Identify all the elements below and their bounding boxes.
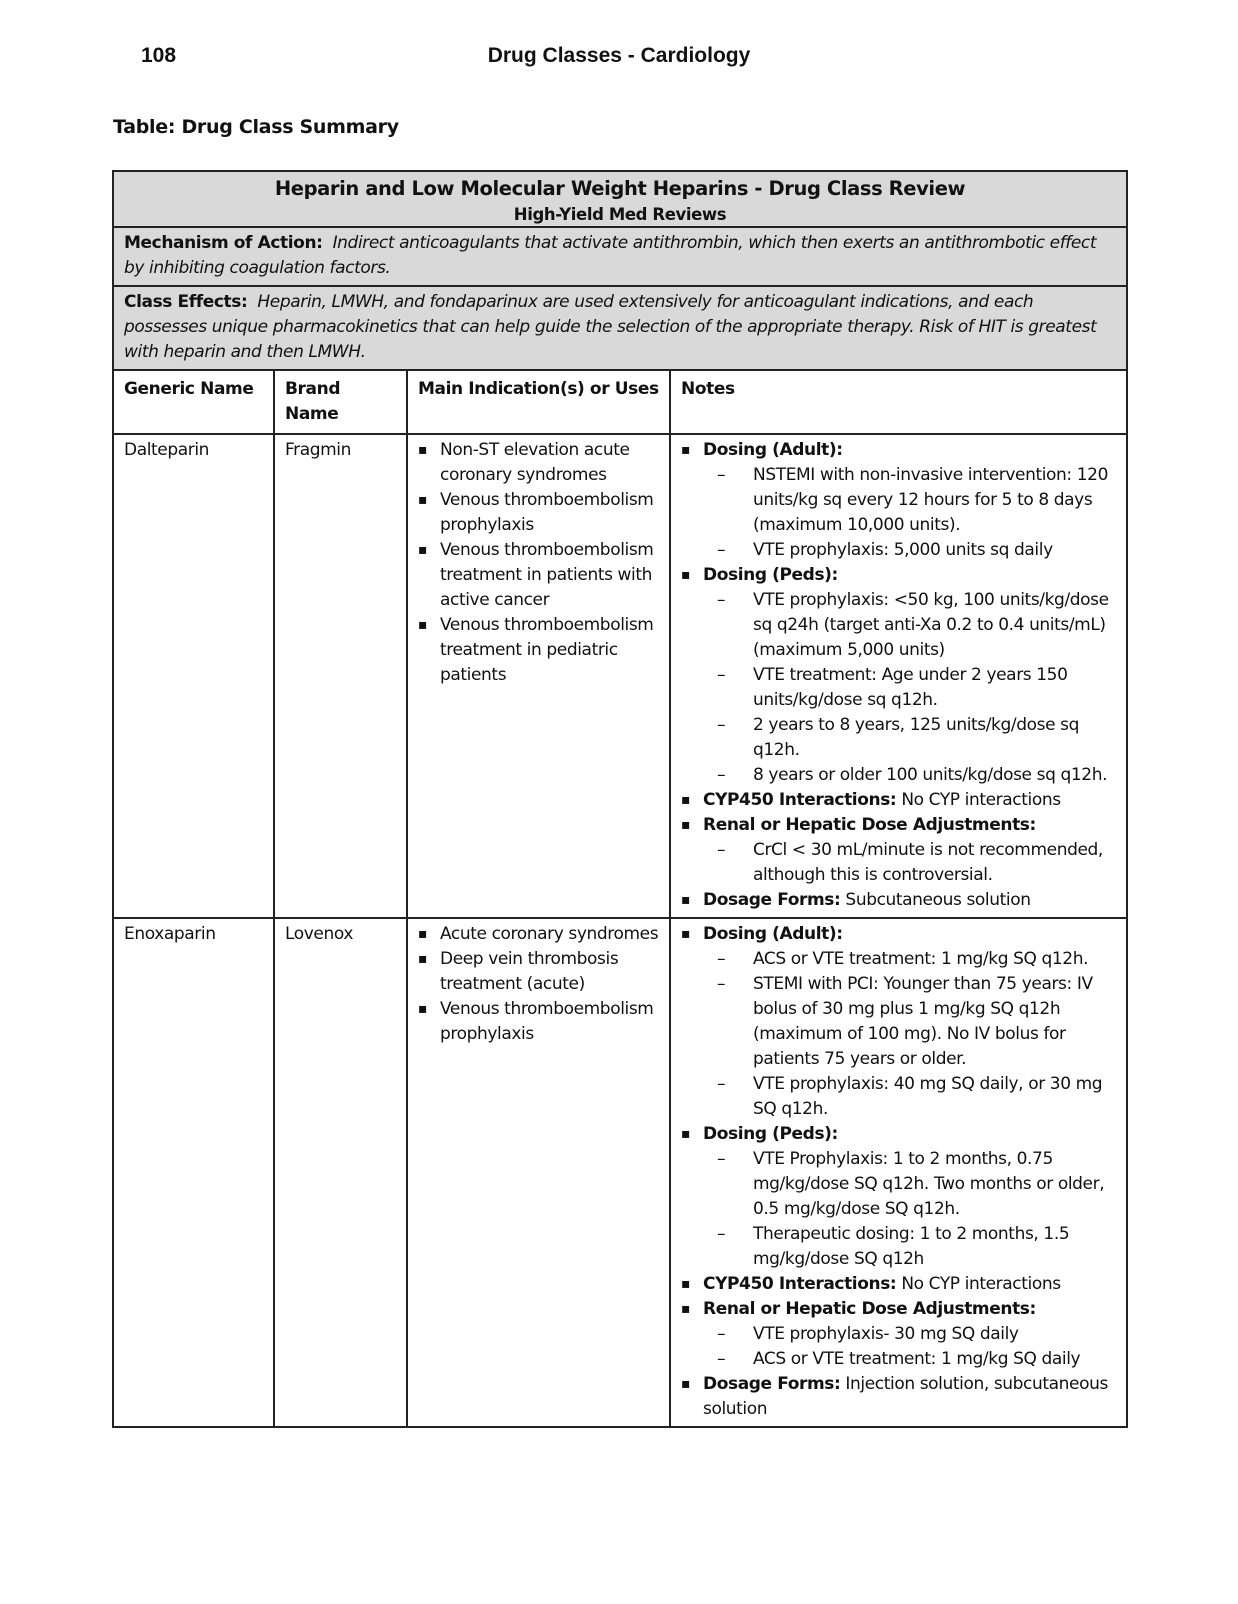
note-subitem: – 8 years or older 100 units/kg/dose sq q12h. <box>753 763 1116 788</box>
generic-name-cell: Enoxaparin <box>113 918 274 1427</box>
col-header-generic: Generic Name <box>113 370 274 434</box>
note-subitem: – VTE treatment: Age under 2 years 150 units/kg/dose sq q12h. <box>753 663 1116 713</box>
indications-cell <box>407 434 670 918</box>
indications-list <box>418 922 659 1047</box>
note-sublist <box>703 1147 1116 1272</box>
column-header-row <box>113 370 1127 434</box>
note-item <box>681 813 1116 888</box>
indications-list <box>418 438 659 688</box>
moa-label: Mechanism of Action: <box>124 233 323 253</box>
note-item <box>681 1372 1116 1422</box>
note-sublist <box>703 947 1116 1122</box>
note-text: No CYP interactions <box>896 1274 1061 1294</box>
notes-cell <box>670 918 1127 1427</box>
indication-item: ▪ Non-ST elevation acute coronary syndromes <box>418 438 659 488</box>
table-subtitle: High-Yield Med Reviews <box>513 205 727 224</box>
table-row <box>113 918 1127 1427</box>
class-effects-label: Class Effects: <box>124 292 248 312</box>
brand-name-cell: Fragmin <box>274 434 407 918</box>
indication-item: ▪ Acute coronary syndromes <box>418 922 659 947</box>
note-label: Dosing (Peds): <box>703 565 838 585</box>
drug-class-table <box>112 170 1128 1428</box>
class-effects-text: Heparin, LMWH, and fondaparinux are used extensively for anticoagulant indications, and each possesses unique pharmacokinetics that can help guide the selection of the appropriate therapy. Risk of HIT is greatest with heparin and then LMWH. <box>124 292 1097 362</box>
table-title: Heparin and Low Molecular Weight Heparins - Drug Class Review <box>274 177 966 200</box>
note-subitem: – 2 years to 8 years, 125 units/kg/dose sq q12h. <box>753 713 1116 763</box>
moa-row <box>113 227 1127 286</box>
notes-list <box>681 438 1116 913</box>
note-label: Dosage Forms: <box>703 1374 841 1394</box>
note-item <box>681 888 1116 913</box>
table-row <box>113 434 1127 918</box>
note-subitem: – VTE prophylaxis- 30 mg SQ daily <box>753 1322 1116 1347</box>
table-title-cell <box>113 171 1127 227</box>
note-subitem: – STEMI with PCI: Younger than 75 years: IV bolus of 30 mg plus 1 mg/kg SQ q12h (maximum of 100 mg). No IV bolus for patients 75 years or older. <box>753 972 1116 1072</box>
class-effects-row <box>113 286 1127 370</box>
note-sublist <box>703 588 1116 788</box>
note-label: Renal or Hepatic Dose Adjustments: <box>703 815 1036 835</box>
note-label: Dosing (Adult): <box>703 440 843 460</box>
note-item <box>681 1122 1116 1272</box>
note-text: Injection solution, subcutaneous solution <box>703 1374 1108 1419</box>
col-header-notes: Notes <box>670 370 1127 434</box>
note-subitem: – VTE Prophylaxis: 1 to 2 months, 0.75 mg/kg/dose SQ q12h. Two months or older, 0.5 mg/kg/dose SQ q12h. <box>753 1147 1116 1222</box>
note-label: CYP450 Interactions: <box>703 1274 897 1294</box>
page-number: 108 <box>141 44 177 67</box>
note-item <box>681 563 1116 788</box>
note-label: CYP450 Interactions: <box>703 790 897 810</box>
note-subitem: – ACS or VTE treatment: 1 mg/kg SQ daily <box>753 1347 1116 1372</box>
note-label: Dosing (Adult): <box>703 924 843 944</box>
note-item <box>681 788 1116 813</box>
note-subitem: – ACS or VTE treatment: 1 mg/kg SQ q12h. <box>753 947 1116 972</box>
indications-cell <box>407 918 670 1427</box>
note-sublist <box>703 838 1116 888</box>
brand-name-cell: Lovenox <box>274 918 407 1427</box>
note-sublist <box>703 1322 1116 1372</box>
indication-item: ▪ Venous thromboembolism treatment in patients with active cancer <box>418 538 659 613</box>
note-item <box>681 922 1116 1122</box>
note-sublist <box>703 463 1116 563</box>
indication-item: ▪ Venous thromboembolism prophylaxis <box>418 488 659 538</box>
running-title: Drug Classes - Cardiology <box>487 44 751 67</box>
table-caption: Table: Drug Class Summary <box>113 116 399 138</box>
note-subitem: – Therapeutic dosing: 1 to 2 months, 1.5 mg/kg/dose SQ q12h <box>753 1222 1116 1272</box>
indication-item: ▪ Deep vein thrombosis treatment (acute) <box>418 947 659 997</box>
table-title-row <box>113 171 1127 227</box>
note-item <box>681 438 1116 563</box>
note-subitem: – CrCl < 30 mL/minute is not recommended, although this is controversial. <box>753 838 1116 888</box>
note-label: Dosage Forms: <box>703 890 841 910</box>
indication-item: ▪ Venous thromboembolism treatment in pediatric patients <box>418 613 659 688</box>
note-text: No CYP interactions <box>896 790 1061 810</box>
drug-rows <box>113 434 1127 1427</box>
col-header-brand: Brand Name <box>274 370 407 434</box>
moa-cell <box>113 227 1127 286</box>
note-label: Renal or Hepatic Dose Adjustments: <box>703 1299 1036 1319</box>
note-item <box>681 1272 1116 1297</box>
notes-list <box>681 922 1116 1422</box>
notes-cell <box>670 434 1127 918</box>
moa-text: Indirect anticoagulants that activate antithrombin, which then exerts an antithrombotic effect by inhibiting coagulation factors. <box>124 233 1097 278</box>
col-header-indications: Main Indication(s) or Uses <box>407 370 670 434</box>
note-subitem: – VTE prophylaxis: <50 kg, 100 units/kg/dose sq q24h (target anti-Xa 0.2 to 0.4 units/mL) (maximum 5,000 units) <box>753 588 1116 663</box>
note-subitem: – VTE prophylaxis: 40 mg SQ daily, or 30 mg SQ q12h. <box>753 1072 1116 1122</box>
note-subitem: – NSTEMI with non-invasive intervention: 120 units/kg sq every 12 hours for 5 to 8 days (maximum 10,000 units). <box>753 463 1116 538</box>
note-item <box>681 1297 1116 1372</box>
generic-name-cell: Dalteparin <box>113 434 274 918</box>
note-text: Subcutaneous solution <box>840 890 1031 910</box>
note-label: Dosing (Peds): <box>703 1124 838 1144</box>
class-effects-cell <box>113 286 1127 370</box>
indication-item: ▪ Venous thromboembolism prophylaxis <box>418 997 659 1047</box>
note-subitem: – VTE prophylaxis: 5,000 units sq daily <box>753 538 1116 563</box>
